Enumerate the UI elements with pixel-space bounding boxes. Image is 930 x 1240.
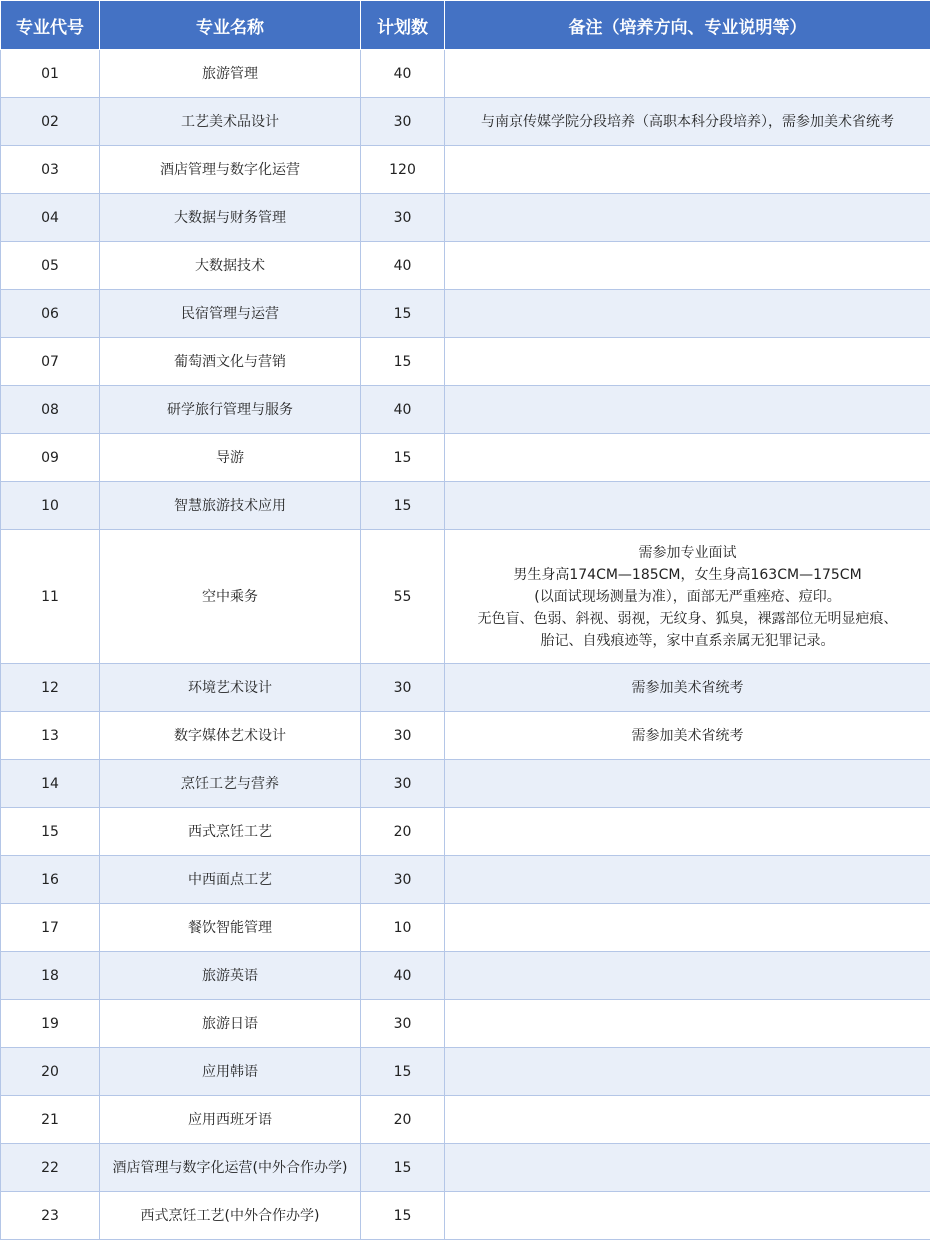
cell-note <box>445 664 930 712</box>
cell-name: 酒店管理与数字化运营(中外合作办学) <box>100 1144 361 1192</box>
cell-note <box>445 1096 930 1144</box>
cell-code: 12 <box>1 664 100 712</box>
cell-plan: 40 <box>361 242 445 290</box>
table-row <box>1 760 930 808</box>
cell-name: 智慧旅游技术应用 <box>100 482 361 530</box>
table-row <box>1 1000 930 1048</box>
cell-name: 烹饪工艺与营养 <box>100 760 361 808</box>
cell-note <box>445 530 930 664</box>
cell-name: 西式烹饪工艺(中外合作办学) <box>100 1192 361 1240</box>
cell-plan: 20 <box>361 808 445 856</box>
table-body <box>1 50 930 1240</box>
cell-name: 数字媒体艺术设计 <box>100 712 361 760</box>
cell-note <box>445 952 930 1000</box>
cell-note <box>445 434 930 482</box>
note-line: 需参加美术省统考 <box>449 677 926 699</box>
cell-plan: 30 <box>361 1000 445 1048</box>
cell-code: 23 <box>1 1192 100 1240</box>
cell-note <box>445 712 930 760</box>
table-row <box>1 434 930 482</box>
table-row <box>1 856 930 904</box>
cell-plan: 30 <box>361 760 445 808</box>
note-line: 需参加美术省统考 <box>449 725 926 747</box>
cell-plan: 120 <box>361 146 445 194</box>
header-name: 专业名称 <box>100 1 361 50</box>
table-row <box>1 50 930 98</box>
cell-name: 民宿管理与运营 <box>100 290 361 338</box>
cell-code: 09 <box>1 434 100 482</box>
cell-name: 酒店管理与数字化运营 <box>100 146 361 194</box>
cell-plan: 15 <box>361 1192 445 1240</box>
table-row <box>1 1144 930 1192</box>
cell-plan: 15 <box>361 434 445 482</box>
note-line: 无色盲、色弱、斜视、弱视，无纹身、狐臭，裸露部位无明显疤痕、 <box>449 608 926 630</box>
cell-name: 葡萄酒文化与营销 <box>100 338 361 386</box>
cell-name: 餐饮智能管理 <box>100 904 361 952</box>
cell-note <box>445 808 930 856</box>
cell-code: 20 <box>1 1048 100 1096</box>
header-row <box>1 1 930 50</box>
cell-code: 04 <box>1 194 100 242</box>
cell-code: 01 <box>1 50 100 98</box>
cell-name: 旅游管理 <box>100 50 361 98</box>
cell-note <box>445 1048 930 1096</box>
note-line: 与南京传媒学院分段培养（高职本科分段培养），需参加美术省统考 <box>449 111 926 133</box>
cell-plan: 40 <box>361 952 445 1000</box>
cell-code: 03 <box>1 146 100 194</box>
cell-code: 10 <box>1 482 100 530</box>
table-row <box>1 1096 930 1144</box>
table-row <box>1 530 930 664</box>
note-line: (以面试现场测量为准），面部无严重痤疮、痘印。 <box>449 586 926 608</box>
cell-plan: 30 <box>361 98 445 146</box>
cell-note <box>445 98 930 146</box>
cell-code: 07 <box>1 338 100 386</box>
cell-note <box>445 338 930 386</box>
cell-plan: 55 <box>361 530 445 664</box>
cell-code: 05 <box>1 242 100 290</box>
table-row <box>1 146 930 194</box>
cell-plan: 15 <box>361 338 445 386</box>
cell-code: 06 <box>1 290 100 338</box>
cell-name: 应用西班牙语 <box>100 1096 361 1144</box>
cell-code: 17 <box>1 904 100 952</box>
note-line: 需参加专业面试 <box>449 542 926 564</box>
cell-name: 中西面点工艺 <box>100 856 361 904</box>
cell-name: 大数据与财务管理 <box>100 194 361 242</box>
table-row <box>1 1048 930 1096</box>
cell-code: 14 <box>1 760 100 808</box>
cell-plan: 10 <box>361 904 445 952</box>
cell-code: 08 <box>1 386 100 434</box>
table-row <box>1 98 930 146</box>
cell-code: 15 <box>1 808 100 856</box>
cell-plan: 30 <box>361 664 445 712</box>
table-row <box>1 904 930 952</box>
cell-name: 环境艺术设计 <box>100 664 361 712</box>
cell-code: 16 <box>1 856 100 904</box>
cell-code: 02 <box>1 98 100 146</box>
cell-plan: 40 <box>361 50 445 98</box>
cell-note <box>445 760 930 808</box>
cell-code: 11 <box>1 530 100 664</box>
table-row <box>1 712 930 760</box>
cell-plan: 20 <box>361 1096 445 1144</box>
cell-name: 工艺美术品设计 <box>100 98 361 146</box>
cell-note <box>445 386 930 434</box>
note-line: 男生身高174CM—185CM，女生身高163CM—175CM <box>449 564 926 586</box>
cell-plan: 15 <box>361 482 445 530</box>
cell-plan: 15 <box>361 1144 445 1192</box>
cell-code: 22 <box>1 1144 100 1192</box>
cell-name: 旅游日语 <box>100 1000 361 1048</box>
cell-note <box>445 1144 930 1192</box>
cell-plan: 30 <box>361 856 445 904</box>
table-row <box>1 194 930 242</box>
cell-code: 19 <box>1 1000 100 1048</box>
cell-name: 西式烹饪工艺 <box>100 808 361 856</box>
table-row <box>1 482 930 530</box>
cell-name: 研学旅行管理与服务 <box>100 386 361 434</box>
cell-plan: 15 <box>361 1048 445 1096</box>
table-row <box>1 338 930 386</box>
table-row <box>1 242 930 290</box>
cell-name: 空中乘务 <box>100 530 361 664</box>
cell-name: 旅游英语 <box>100 952 361 1000</box>
header-note: 备注（培养方向、专业说明等） <box>445 1 930 50</box>
cell-plan: 30 <box>361 712 445 760</box>
header-plan: 计划数 <box>361 1 445 50</box>
table-row <box>1 290 930 338</box>
cell-note <box>445 904 930 952</box>
cell-note <box>445 856 930 904</box>
cell-note <box>445 290 930 338</box>
cell-plan: 40 <box>361 386 445 434</box>
cell-name: 大数据技术 <box>100 242 361 290</box>
header-code: 专业代号 <box>1 1 100 50</box>
cell-note <box>445 1192 930 1240</box>
table-row <box>1 952 930 1000</box>
note-line: 胎记、自残痕迹等，家中直系亲属无犯罪记录。 <box>449 630 926 652</box>
table-row <box>1 1192 930 1240</box>
table-row <box>1 664 930 712</box>
cell-code: 13 <box>1 712 100 760</box>
cell-code: 18 <box>1 952 100 1000</box>
table-row <box>1 386 930 434</box>
cell-note <box>445 50 930 98</box>
cell-name: 应用韩语 <box>100 1048 361 1096</box>
cell-note <box>445 482 930 530</box>
table-header <box>1 1 930 50</box>
cell-plan: 30 <box>361 194 445 242</box>
table-row <box>1 808 930 856</box>
cell-plan: 15 <box>361 290 445 338</box>
cell-note <box>445 194 930 242</box>
cell-code: 21 <box>1 1096 100 1144</box>
cell-note <box>445 146 930 194</box>
cell-name: 导游 <box>100 434 361 482</box>
cell-note <box>445 242 930 290</box>
cell-note <box>445 1000 930 1048</box>
